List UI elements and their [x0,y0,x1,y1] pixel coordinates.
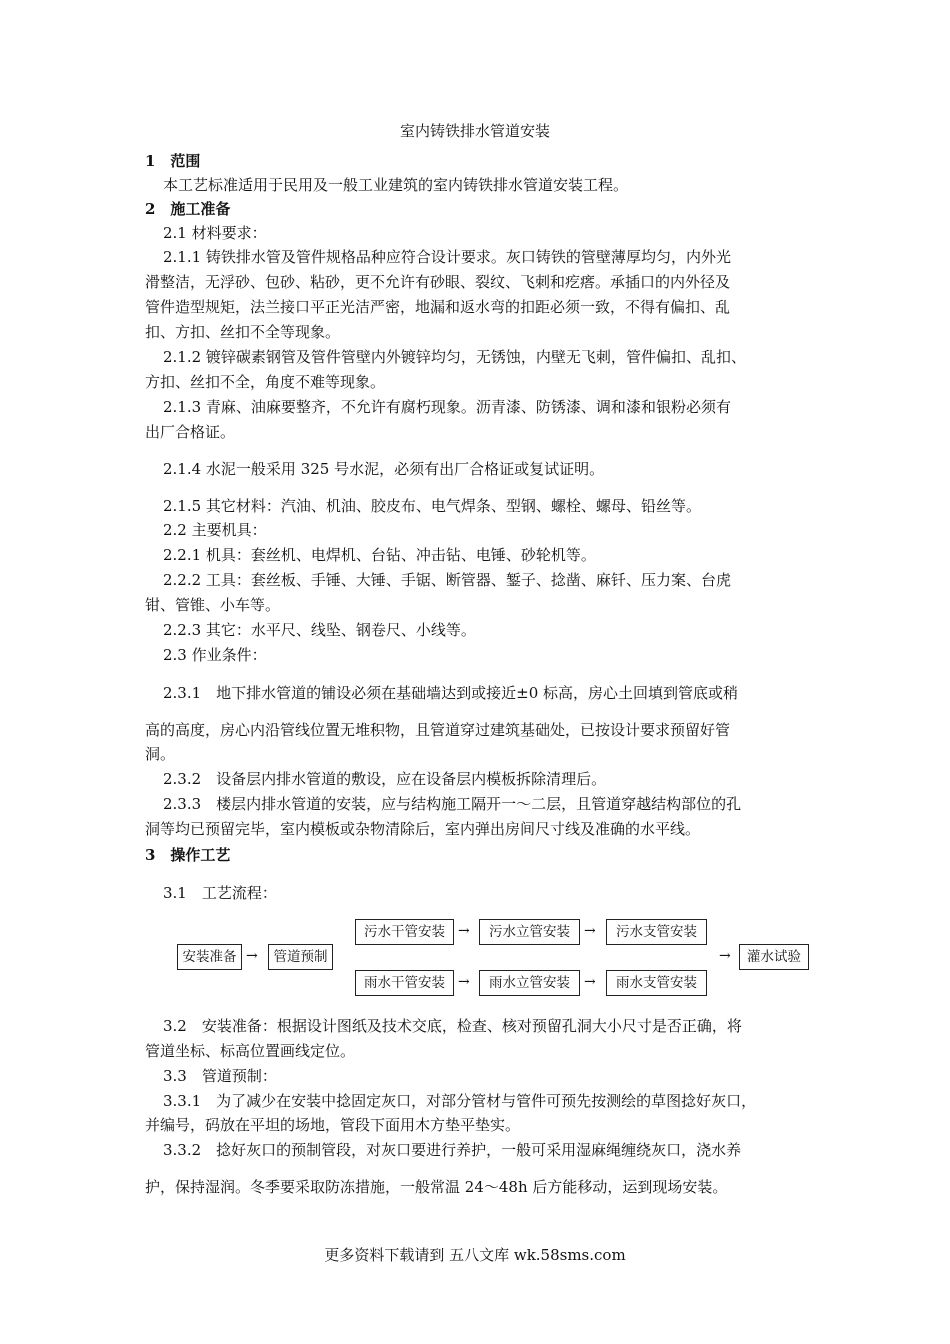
paragraph-line: 管件造型规矩，法兰接口平正光洁严密，地漏和返水弯的扣距必须一致，不得有偏扣、乱 [145,298,731,316]
flow-step-sewage-riser: 污水立管安装 [479,919,580,945]
paragraph-line: 洞。 [145,745,176,763]
paragraph-line: 滑整洁，无浮砂、包砂、粘砂，更不允许有砂眼、裂纹、飞刺和疙瘩。承插口的内外径及 [145,273,731,291]
paragraph-line: 3.1 工艺流程： [163,884,277,902]
paragraph-line: 3.3.1 为了减少在安装中捻固定灰口，对部分管材与管件可预先按测绘的草图捻好灰口， [163,1092,757,1110]
paragraph-line: 2.1.5 其它材料：汽油、机油、胶皮布、电气焊条、型钢、螺栓、螺母、铅丝等。 [163,497,701,515]
paragraph-line: 2.1.3 青麻、油麻要整齐，不允许有腐朽现象。沥青漆、防锈漆、调和漆和银粉必须有 [163,398,731,416]
flow-step-start: 安装准备 [177,944,242,970]
flow-step-end: 灌水试验 [739,944,809,970]
paragraph-line: 洞等均已预留完毕，室内模板或杂物清除后，室内弹出房间尺寸线及准确的水平线。 [145,820,701,838]
paragraph-line: 2.2.2 工具：套丝板、手锤、大锤、手锯、断管器、錾子、捻凿、麻钎、压力案、台虎 [163,571,731,589]
section-2-heading: 2 施工准备 [145,200,231,218]
paragraph-line: 2.3.3 楼层内排水管道的安装，应与结构施工隔开一～二层，且管道穿越结构部位的孔 [163,795,742,813]
flow-step-sewage-main: 污水干管安装 [355,919,454,945]
paragraph-line: 方扣、丝扣不全，角度不难等现象。 [145,373,386,391]
flow-arrow: → [458,923,470,939]
paragraph-line: 扣、方扣、丝扣不全等现象。 [145,323,341,341]
paragraph-line: 2.1.2 镀锌碳素钢管及管件管壁内外镀锌均匀，无锈蚀，内壁无飞刺，管件偏扣、乱扣、 [163,348,746,366]
paragraph-line: 2.1.4 水泥一般采用 325 号水泥，必须有出厂合格证或复试证明。 [163,460,605,478]
flow-step-sewage-branch: 污水支管安装 [606,919,707,945]
paragraph-line: 本工艺标准适用于民用及一般工业建筑的室内铸铁排水管道安装工程。 [163,176,629,194]
flow-step-prefab: 管道预制 [268,944,333,970]
flow-step-rain-branch: 雨水支管安装 [606,970,707,996]
paragraph-line: 2.3.2 设备层内排水管道的敷设，应在设备层内模板拆除清理后。 [163,770,607,788]
flow-arrow: → [458,974,470,990]
paragraph-line: 2.2.3 其它：水平尺、线坠、钢卷尺、小线等。 [163,621,476,639]
paragraph-line: 2.3 作业条件： [163,646,267,664]
paragraph-line: 管道坐标、标高位置画线定位。 [145,1042,356,1060]
paragraph-line: 2.1.1 铸铁排水管及管件规格品种应符合设计要求。灰口铸铁的管壁薄厚均匀，内外光 [163,248,731,266]
flow-arrow: → [584,923,596,939]
footer-link-text[interactable]: 更多资料下载请到 五八文库 wk.58sms.com [324,1246,626,1264]
paragraph-line: 2.2.1 机具：套丝机、电焊机、台钻、冲击钻、电锤、砂轮机等。 [163,546,596,564]
paragraph-line: 钳、管锥、小车等。 [145,596,281,614]
paragraph-line: 护，保持湿润。冬季要采取防冻措施，一般常温 24～48h 后方能移动，运到现场安装。 [145,1178,728,1196]
flow-step-rain-riser: 雨水立管安装 [479,970,580,996]
section-1-heading: 1 范围 [145,152,201,170]
paragraph-line: 2.1 材料要求： [163,224,267,242]
paragraph-line: 3.2 安装准备：根据设计图纸及技术交底，检查、核对预留孔洞大小尺寸是否正确，将 [163,1017,742,1035]
page-title: 室内铸铁排水管道安装 [399,122,550,140]
paragraph-line: 高的高度，房心内沿管线位置无堆积物，且管道穿过建筑基础处，已按设计要求预留好管 [145,721,731,739]
paragraph-line: 2.2 主要机具： [163,521,267,539]
flow-step-rain-main: 雨水干管安装 [355,970,454,996]
flow-arrow: → [246,948,258,964]
paragraph-line: 3.3.2 捻好灰口的预制管段，对灰口要进行养护，一般可采用湿麻绳缠绕灰口，浇水养 [163,1141,742,1159]
section-3-heading: 3 操作工艺 [145,846,231,864]
paragraph-line: 3.3 管道预制： [163,1067,277,1085]
flow-arrow: → [584,974,596,990]
paragraph-line: 出厂合格证。 [145,423,236,441]
paragraph-line: 并编号，码放在平坦的场地，管段下面用木方垫平垫实。 [145,1116,521,1134]
paragraph-line: 2.3.1 地下排水管道的铺设必须在基础墙达到或接近±0 标高，房心土回填到管底或稍 [163,684,739,702]
flow-arrow: → [719,948,731,964]
